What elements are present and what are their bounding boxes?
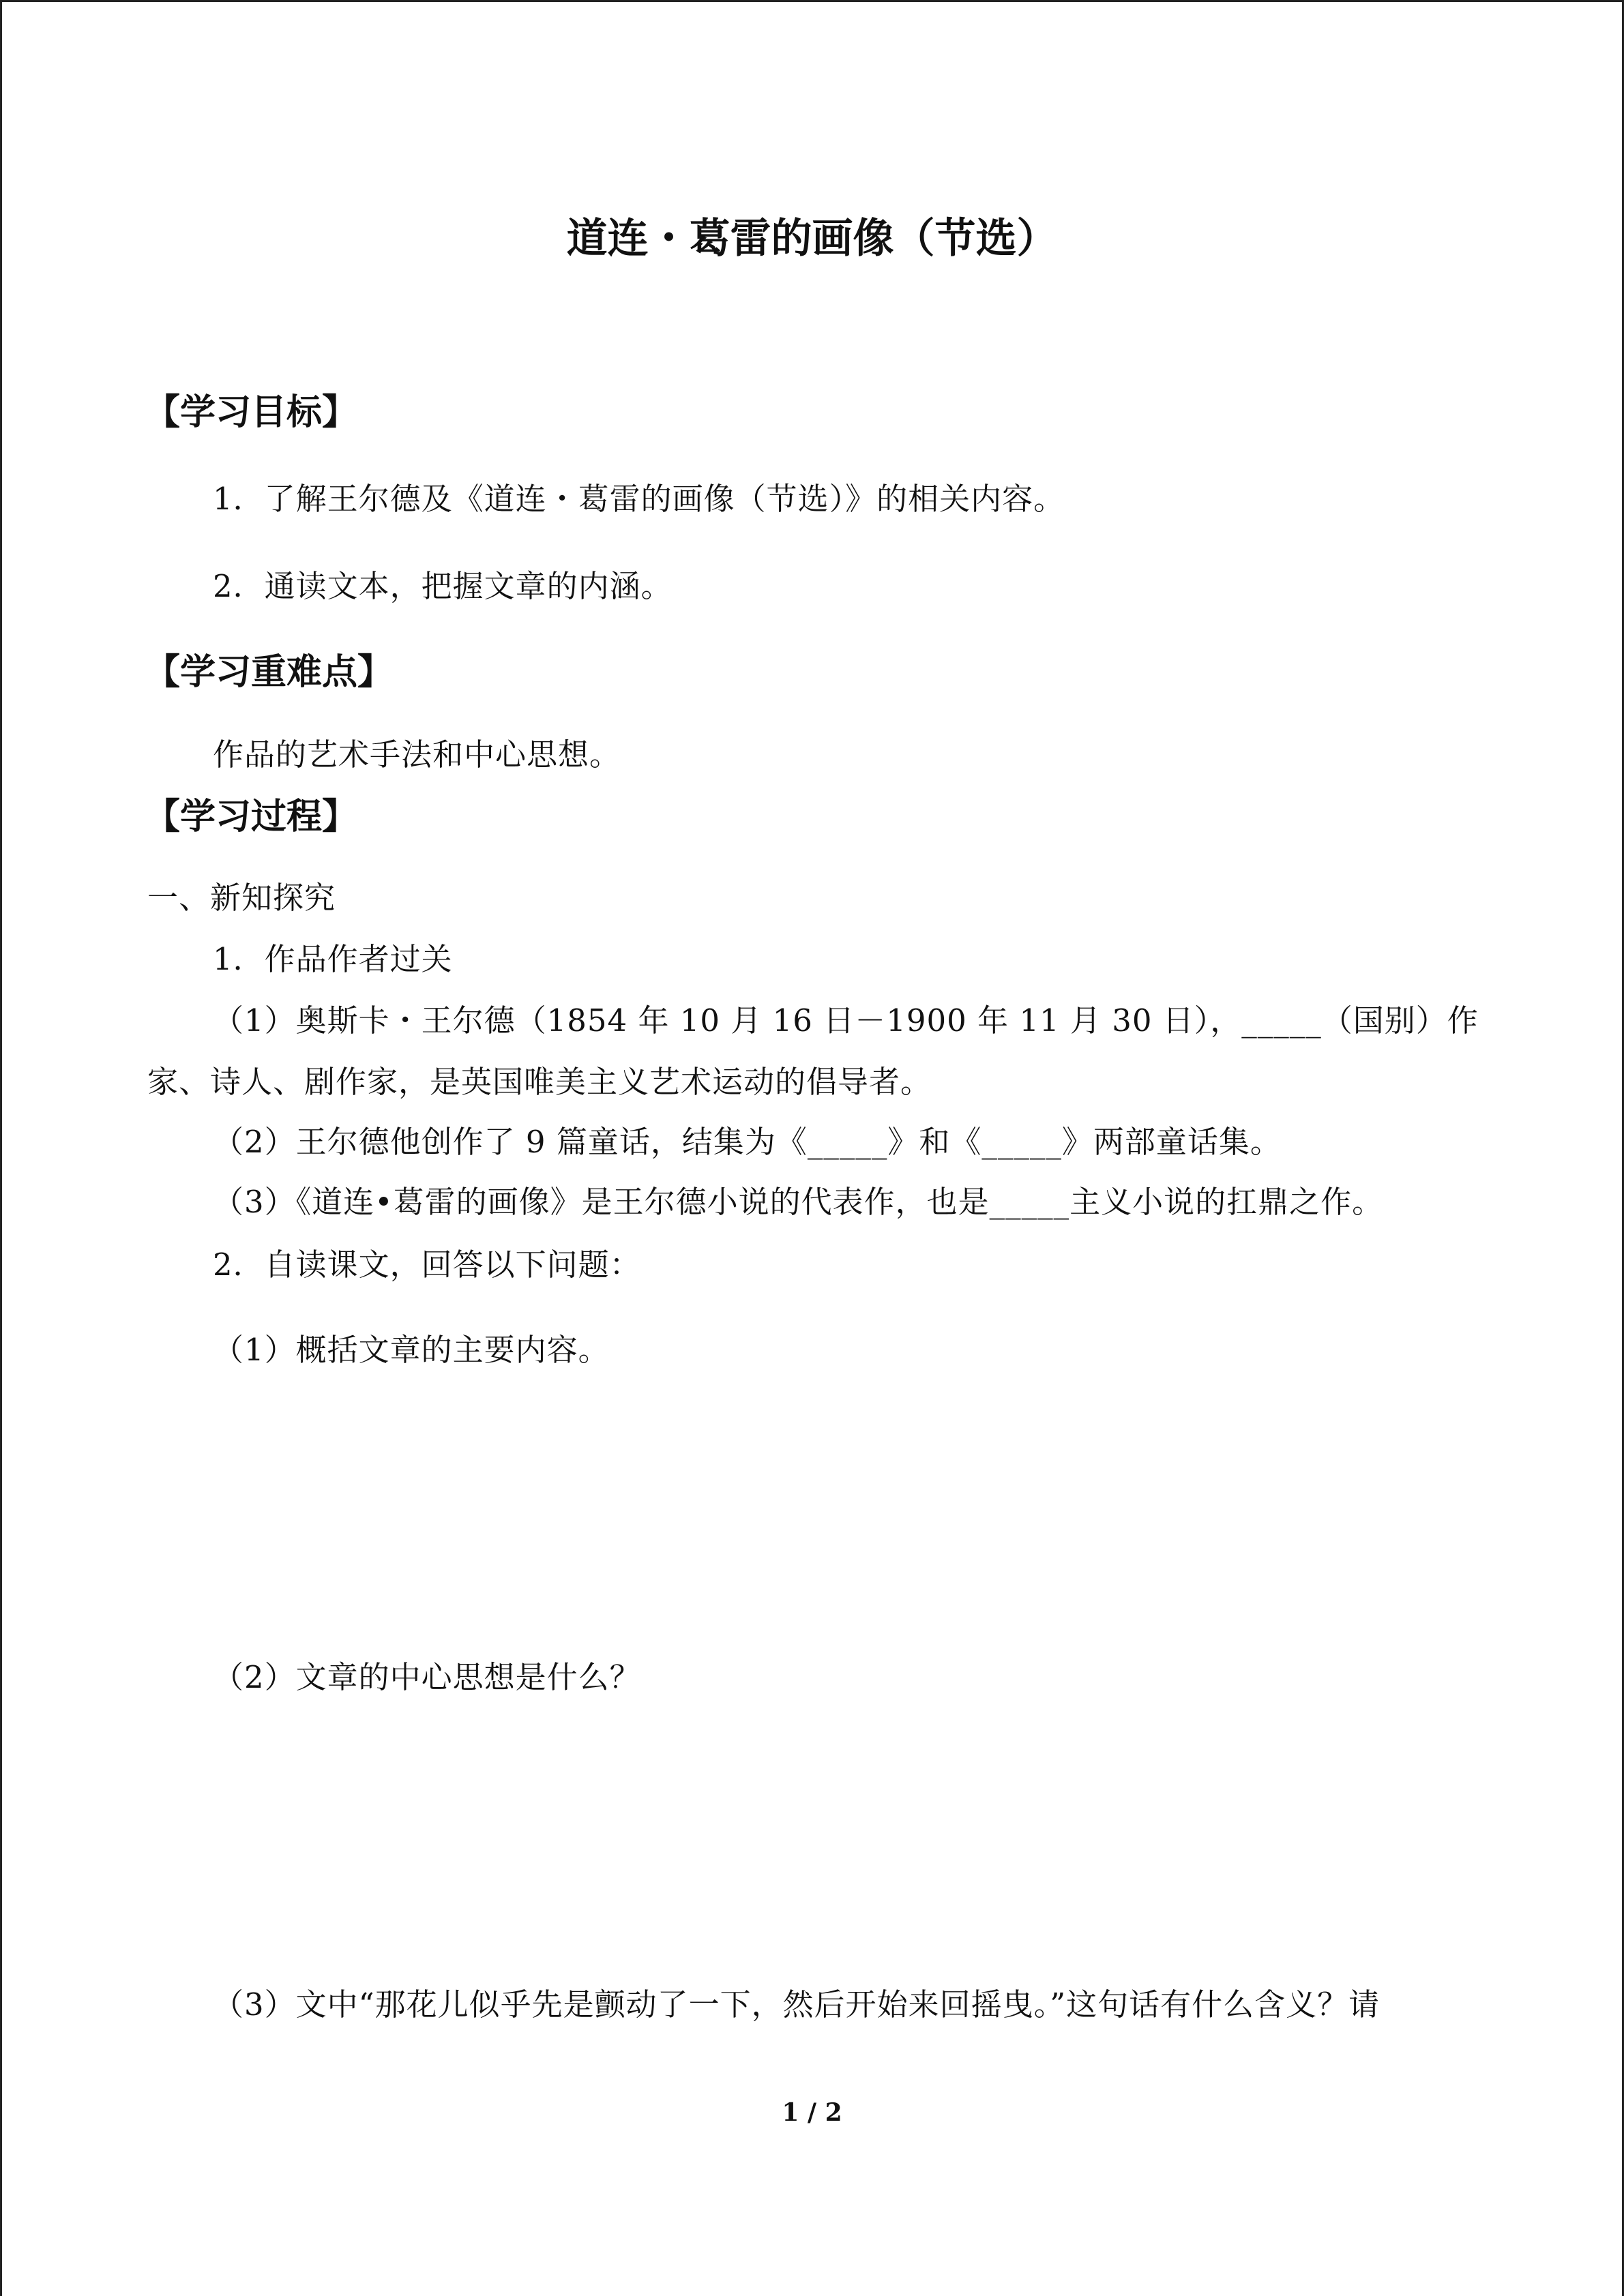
- question1-2: （2）王尔德他创作了 9 篇童话，结集为《_____》和《_____》两部童话集。: [213, 1124, 1282, 1160]
- heading-objectives: 【学习目标】: [145, 391, 358, 433]
- objective-item-2: 2．通读文本，把握文章的内涵。: [213, 568, 673, 604]
- question2-title: 2．自读课文，回答以下问题：: [213, 1247, 641, 1283]
- key-points-text: 作品的艺术手法和中心思想。: [213, 736, 621, 773]
- question2-1: （1）概括文章的主要内容。: [213, 1332, 610, 1368]
- question1-1-line2: 家、诗人、剧作家，是英国唯美主义艺术运动的倡导者。: [147, 1064, 932, 1100]
- heading-key-points: 【学习重难点】: [145, 651, 394, 693]
- question1-title: 1．作品作者过关: [213, 941, 453, 977]
- objective-item-1: 1．了解王尔德及《道连・葛雷的画像（节选）》的相关内容。: [213, 481, 1065, 517]
- question2-3: （3）文中“那花儿似乎先是颤动了一下，然后开始来回摇曳。”这句话有什么含义？请: [213, 1986, 1381, 2023]
- question2-2: （2）文章的中心思想是什么？: [213, 1659, 641, 1695]
- question1-3: （3）《道连•葛雷的画像》是王尔德小说的代表作，也是_____主义小说的扛鼎之作。: [213, 1184, 1384, 1220]
- part1-title: 一、新知探究: [147, 880, 336, 916]
- page-number: 1 / 2: [782, 2098, 842, 2127]
- document-title: 道连・葛雷的画像（节选）: [566, 215, 1058, 263]
- heading-process: 【学习过程】: [145, 796, 358, 837]
- question1-1-line1: （1）奥斯卡・王尔德（1854 年 10 月 16 日－1900 年 11 月 30 日），_____（国别）作: [213, 1002, 1479, 1039]
